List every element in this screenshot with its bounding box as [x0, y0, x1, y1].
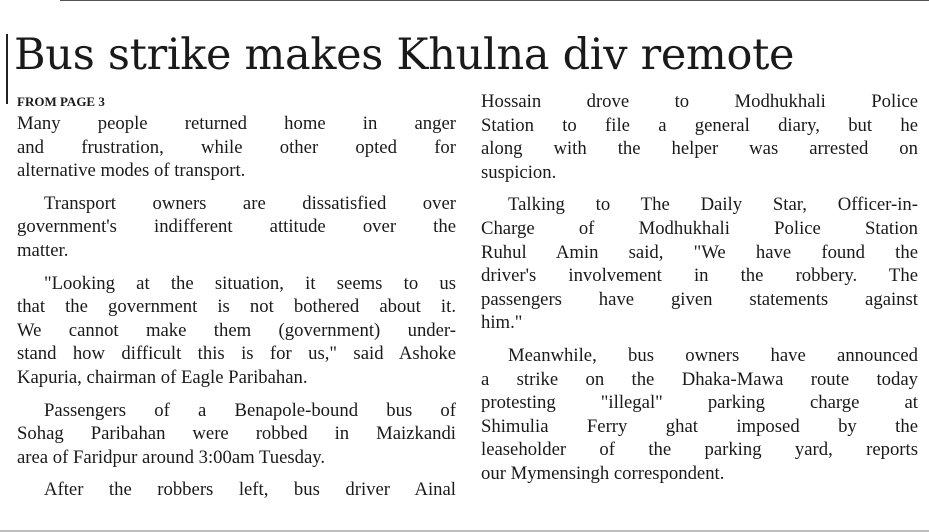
text-line: leaseholder of the parking yard, reports: [481, 439, 918, 461]
paragraph: [17, 399, 456, 470]
text-line: our Mymensingh correspondent.: [481, 462, 725, 484]
text-line: Charge of Modhukhali Police Station: [481, 217, 918, 239]
text-line: a strike on the Dhaka-Mawa route today: [481, 368, 918, 390]
paragraph: [17, 192, 456, 263]
text-line: Station to file a general diary, but he: [481, 114, 918, 136]
text-line: Transport owners are dissatisfied over: [44, 192, 456, 214]
text-line: him.": [481, 312, 523, 334]
top-rule: [60, 0, 929, 1]
paragraph: [17, 272, 456, 390]
text-line: driver's involvement in the robbery. The: [481, 265, 918, 287]
text-line: government's indifferent attitude over the: [17, 216, 456, 238]
headline: Bus strike makes Khulna div remote: [14, 30, 795, 80]
text-line: Meanwhile, bus owners have announced: [508, 344, 918, 366]
text-line: that the government is not bothered about it.: [17, 296, 456, 318]
text-line: Hossain drove to Modhukhali Police: [481, 91, 918, 112]
text-line: matter.: [17, 239, 69, 261]
text-line: passengers have given statements against: [481, 288, 918, 310]
text-line: After the robbers left, bus driver Ainal: [44, 479, 456, 501]
paragraph: [481, 344, 918, 486]
text-line: and frustration, while other opted for: [17, 136, 456, 158]
text-line: alternative modes of transport.: [17, 160, 246, 182]
text-line: Ruhul Amin said, "We have found the: [481, 241, 918, 263]
text-line: Sohag Paribahan were robbed in Maizkandi: [17, 423, 456, 445]
text-line: stand how difficult this is for us," said Ashoke: [17, 343, 456, 365]
paragraph: [481, 193, 918, 335]
text-line: "Looking at the situation, it seems to us: [44, 272, 456, 294]
text-line: We cannot make them (government) under-: [17, 319, 456, 341]
text-line: Many people returned home in anger: [17, 113, 456, 134]
headline-rule: [6, 34, 8, 104]
text-line: suspicion.: [481, 161, 557, 183]
text-line: along with the helper was arrested on: [481, 138, 918, 160]
text-line: Passengers of a Benapole-bound bus of: [44, 399, 456, 421]
text-line: protesting "illegal" parking charge at: [481, 392, 918, 414]
text-line: Talking to The Daily Star, Officer-in-: [508, 194, 918, 216]
paragraph: [17, 112, 456, 183]
right-column: [481, 90, 918, 486]
left-column: [17, 112, 456, 502]
paragraph: [481, 90, 918, 184]
text-line: area of Faridpur around 3:00am Tuesday.: [17, 446, 326, 468]
continuation-kicker: FROM PAGE 3: [17, 94, 105, 109]
text-line: Kapuria, chairman of Eagle Paribahan.: [17, 366, 308, 388]
paragraph: [17, 478, 456, 502]
text-line: Shimulia Ferry ghat imposed by the: [481, 415, 918, 437]
